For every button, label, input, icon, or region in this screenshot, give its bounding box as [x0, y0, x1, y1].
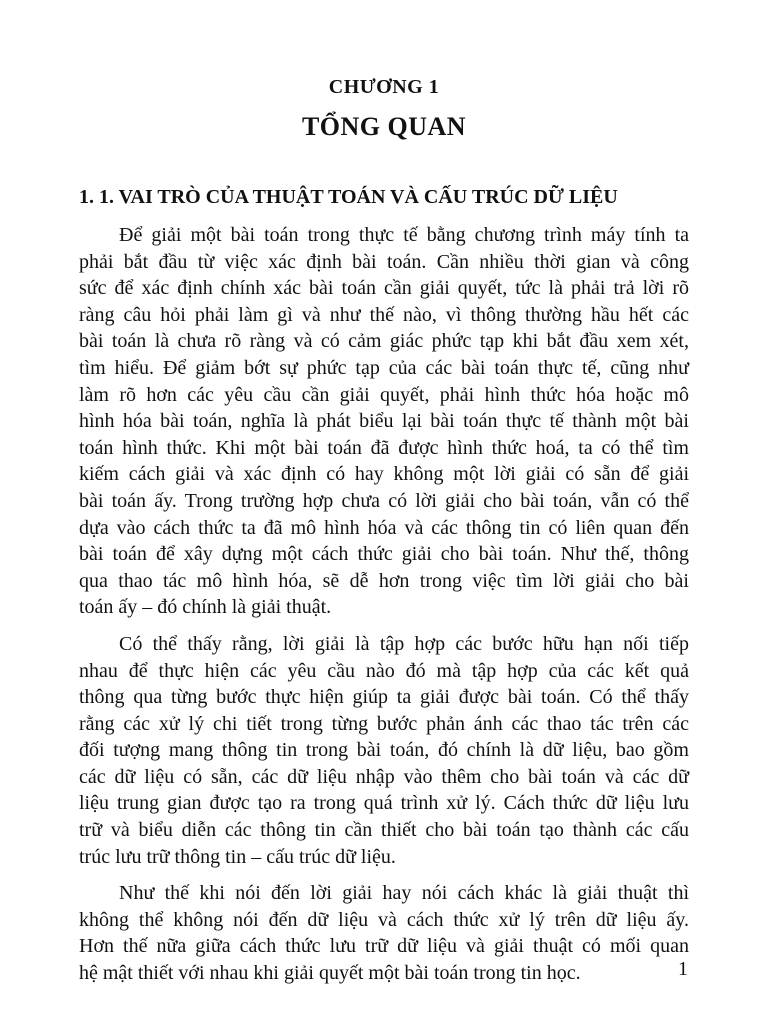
text-line: nhau để thực hiện các yêu cầu nào đó mà tập hợp của các kết quả: [79, 659, 689, 682]
paragraph: [79, 631, 689, 870]
paragraph: [79, 222, 689, 621]
text-line: sức để xác định chính xác bài toán cần giải quyết, tức là phải trả lời rõ: [79, 277, 689, 300]
text-line: qua thao tác mô hình hóa, sẽ dễ hơn trong việc tìm lời giải cho bài: [79, 569, 689, 592]
text-line: Như thế khi nói đến lời giải hay nói cách khác là giải thuật thì: [119, 882, 689, 905]
paragraph: [79, 880, 689, 986]
text-line: thông qua từng bước thực hiện giúp ta giải được bài toán. Có thể thấy: [79, 686, 689, 709]
chapter-label: CHƯƠNG 1: [328, 76, 440, 98]
text-line: đối tượng mang thông tin trong bài toán, đó chính là dữ liệu, bao gồm: [79, 739, 689, 762]
text-line: Hơn thế nữa giữa cách thức lưu trữ dữ liệu và giải thuật có mối quan: [79, 935, 689, 958]
text-line: liệu trung gian được tạo ra trong quá trình xử lý. Cách thức dữ liệu lưu: [79, 792, 689, 815]
text-line: toán hình thức. Khi một bài toán đã được hình thức hoá, ta có thể tìm: [79, 436, 689, 459]
text-line: bài toán để xây dựng một cách thức giải cho bài toán. Như thế, thông: [79, 543, 689, 566]
text-line: làm rõ hơn các yêu cầu cần giải quyết, phải hình thức hóa hoặc mô: [79, 383, 689, 406]
text-line: không thể không nói đến dữ liệu và cách thức xử lý trên dữ liệu ấy.: [79, 908, 689, 931]
text-line: bài toán là chưa rõ ràng và có cảm giác phức tạp khi bắt đầu xem xét,: [79, 330, 689, 353]
text-line: bài toán ấy. Trong trường hợp chưa có lời giải cho bài toán, vẫn có thể: [79, 489, 689, 512]
page-number: 1: [678, 958, 688, 980]
text-line: trữ và biểu diễn các thông tin cần thiết cho bài toán tạo thành các cấu: [79, 819, 689, 842]
text-line: Để giải một bài toán trong thực tế bằng chương trình máy tính ta: [119, 224, 689, 246]
chapter-title: TỔNG QUAN: [301, 112, 467, 141]
text-line: hệ mật thiết với nhau khi giải quyết một bài toán trong tin học.: [79, 962, 581, 985]
body-text: [79, 222, 689, 997]
text-line: các dữ liệu có sẵn, các dữ liệu nhập vào thêm cho bài toán và các dữ: [79, 765, 689, 788]
text-line: trúc lưu trữ thông tin – cấu trúc dữ liệu.: [79, 845, 396, 868]
text-line: hình hóa bài toán, nghĩa là phát biểu lại bài toán thực tế thành một bài: [79, 410, 689, 433]
text-line: phải bắt đầu từ việc xác định bài toán. Cần nhiều thời gian và công: [79, 250, 689, 273]
text-line: Có thể thấy rằng, lời giải là tập hợp các bước hữu hạn nối tiếp: [119, 632, 689, 655]
text-line: ràng câu hỏi phải làm gì và như thế nào, vì thông thường hầu hết các: [79, 303, 689, 326]
text-line: kiếm cách giải và xác định có hay không một lời giải có sẵn để giải: [79, 463, 689, 486]
text-line: toán ấy – đó chính là giải thuật.: [79, 596, 332, 619]
section-heading: 1. 1. VAI TRÒ CỦA THUẬT TOÁN VÀ CẤU TRÚC DỮ LIỆU: [79, 186, 618, 208]
text-line: tìm hiểu. Để giảm bớt sự phức tạp của các bài toán thực tế, cũng như: [79, 356, 689, 379]
text-line: rằng các xử lý chi tiết trong từng bước phản ánh các thao tác trên các: [79, 712, 689, 735]
text-line: dựa vào cách thức ta đã mô hình hóa và các thông tin có liên quan đến: [79, 516, 689, 539]
